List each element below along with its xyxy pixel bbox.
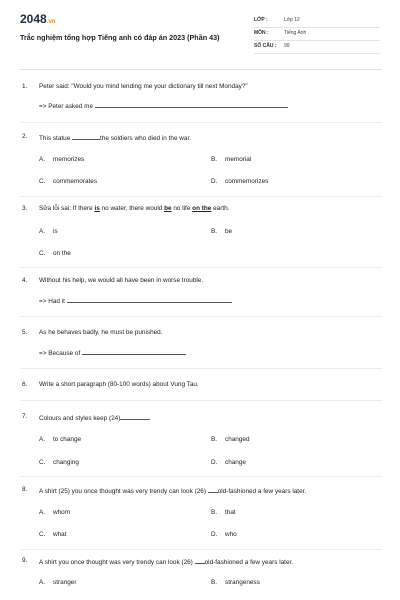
question-divider xyxy=(20,122,382,123)
question-text-part: old-fashioned a few years later. xyxy=(217,488,307,495)
question-text-part: no life xyxy=(171,205,193,212)
question-text-part: no water, there would xyxy=(99,205,165,212)
option-letter: B. xyxy=(211,579,218,586)
answer-line xyxy=(39,101,288,110)
answer-blank[interactable] xyxy=(82,348,186,355)
option-text: commemorizes xyxy=(225,178,269,185)
question-divider xyxy=(20,476,382,477)
question-text: As he behaves badly, he must be punished. xyxy=(39,329,163,336)
question-divider xyxy=(20,316,382,317)
meta-label: MÔN : xyxy=(254,30,269,36)
question-text: Peter said: "Would you mind lending me your dictionary till next Monday?" xyxy=(39,83,248,90)
option-letter: A. xyxy=(39,228,46,235)
question-text: Without his help, we would all have been in worse trouble. xyxy=(39,277,204,284)
answer-line xyxy=(39,296,232,305)
answer-line xyxy=(39,348,186,357)
logo-number: 2048 xyxy=(20,12,47,26)
question-number: 8. xyxy=(22,486,28,493)
question-text xyxy=(39,133,191,142)
option-text: memorial xyxy=(225,156,252,163)
logo-domain: .vn xyxy=(46,19,56,25)
question-text-part: earth. xyxy=(211,205,230,212)
option-text: changing xyxy=(53,459,79,466)
option-b[interactable] xyxy=(211,579,260,586)
option-letter: D. xyxy=(211,531,218,538)
meta-class xyxy=(254,16,380,28)
question-divider xyxy=(20,368,382,369)
option-c[interactable] xyxy=(39,178,97,185)
option-letter: C. xyxy=(39,250,46,257)
option-a[interactable] xyxy=(39,228,58,235)
option-a[interactable] xyxy=(39,579,76,586)
question-text-part: A shirt (25) you once thought was very trendy can look (26) xyxy=(39,488,208,495)
question-text xyxy=(39,486,306,495)
page-header xyxy=(0,0,400,68)
option-text: is xyxy=(53,228,58,235)
option-letter: B. xyxy=(211,156,218,163)
question-text xyxy=(39,205,229,212)
option-b[interactable] xyxy=(211,228,232,235)
option-letter: C. xyxy=(39,178,46,185)
option-b[interactable] xyxy=(211,509,236,516)
question-text-part: This statue xyxy=(39,135,71,142)
question-text xyxy=(39,413,150,422)
question-number: 3. xyxy=(22,205,28,212)
option-text: strangeness xyxy=(225,579,260,586)
site-logo[interactable] xyxy=(20,12,55,26)
meta-label: SỐ CÂU : xyxy=(254,43,277,49)
answer-blank[interactable] xyxy=(67,296,232,303)
question-divider xyxy=(20,267,382,268)
meta-label: LỚP : xyxy=(254,17,268,23)
option-letter: D. xyxy=(211,178,218,185)
meta-value: 99 xyxy=(284,43,290,49)
underlined-word: on the xyxy=(192,205,212,212)
option-text: whom xyxy=(53,509,71,516)
header-divider xyxy=(20,69,382,70)
option-text: stranger xyxy=(53,579,77,586)
underlined-word: is xyxy=(94,205,100,212)
question-text-part: Colours and styles keep (24) xyxy=(39,415,121,422)
answer-prefix: => Because of xyxy=(39,350,81,357)
option-c[interactable] xyxy=(39,459,79,466)
option-text: who xyxy=(225,531,237,538)
question-number: 5. xyxy=(22,329,28,336)
option-text: memorizes xyxy=(53,156,85,163)
question-number: 6. xyxy=(22,381,28,388)
question-text-part: Sửa lỗi sai: If there xyxy=(39,205,95,212)
option-letter: D. xyxy=(211,459,218,466)
option-text: change xyxy=(225,459,246,466)
option-d[interactable] xyxy=(211,531,237,538)
question-blank xyxy=(195,557,205,564)
question-number: 1. xyxy=(22,83,28,90)
answer-blank[interactable] xyxy=(95,101,288,108)
answer-prefix: => Had it xyxy=(39,298,65,305)
option-letter: C. xyxy=(39,459,46,466)
option-c[interactable] xyxy=(39,531,67,538)
option-letter: A. xyxy=(39,156,46,163)
option-letter: B. xyxy=(211,509,218,516)
option-text: on the xyxy=(53,250,71,257)
option-letter: A. xyxy=(39,436,46,443)
option-b[interactable] xyxy=(211,156,251,163)
option-a[interactable] xyxy=(39,436,81,443)
option-text: what xyxy=(53,531,67,538)
answer-prefix: => Peter asked me xyxy=(39,103,93,110)
question-number: 2. xyxy=(22,133,28,140)
document-title: Trắc nghiệm tổng hợp Tiếng anh có đáp án 2023 (Phần 43) xyxy=(20,33,220,42)
question-text-part: the soldiers who died in the war. xyxy=(100,135,191,142)
option-c[interactable] xyxy=(39,250,71,257)
question-text: Write a short paragraph (80-100 words) about Vung Tau. xyxy=(39,381,199,388)
question-blank xyxy=(208,486,218,493)
meta-count xyxy=(254,42,380,54)
option-text: that xyxy=(225,509,236,516)
question-divider xyxy=(20,549,382,550)
question-number: 9. xyxy=(22,557,28,564)
underlined-word: be xyxy=(164,205,172,212)
option-text: be xyxy=(225,228,233,235)
option-b[interactable] xyxy=(211,436,250,443)
question-number: 7. xyxy=(22,413,28,420)
option-text: changed xyxy=(225,436,250,443)
question-divider xyxy=(20,400,382,401)
option-d[interactable] xyxy=(211,459,246,466)
option-letter: B. xyxy=(211,228,218,235)
meta-value: Lớp 12 xyxy=(284,17,300,23)
option-a[interactable] xyxy=(39,509,70,516)
question-text-part: old-fashioned a few years later. xyxy=(204,559,294,566)
question-divider xyxy=(20,196,382,197)
meta-value: Tiếng Anh xyxy=(284,30,307,36)
option-a[interactable] xyxy=(39,156,84,163)
option-d[interactable] xyxy=(211,178,268,185)
question-blank xyxy=(120,413,150,420)
option-letter: B. xyxy=(211,436,218,443)
option-letter: A. xyxy=(39,579,46,586)
option-text: to change xyxy=(53,436,82,443)
meta-subject xyxy=(254,29,380,41)
question-text-part: A shirt you once thought was very trendy can look (26) xyxy=(39,559,195,566)
question-blank xyxy=(72,133,100,140)
option-letter: A. xyxy=(39,509,46,516)
question-text xyxy=(39,557,293,566)
option-text: commemorates xyxy=(53,178,98,185)
option-letter: C. xyxy=(39,531,46,538)
question-number: 4. xyxy=(22,277,28,284)
